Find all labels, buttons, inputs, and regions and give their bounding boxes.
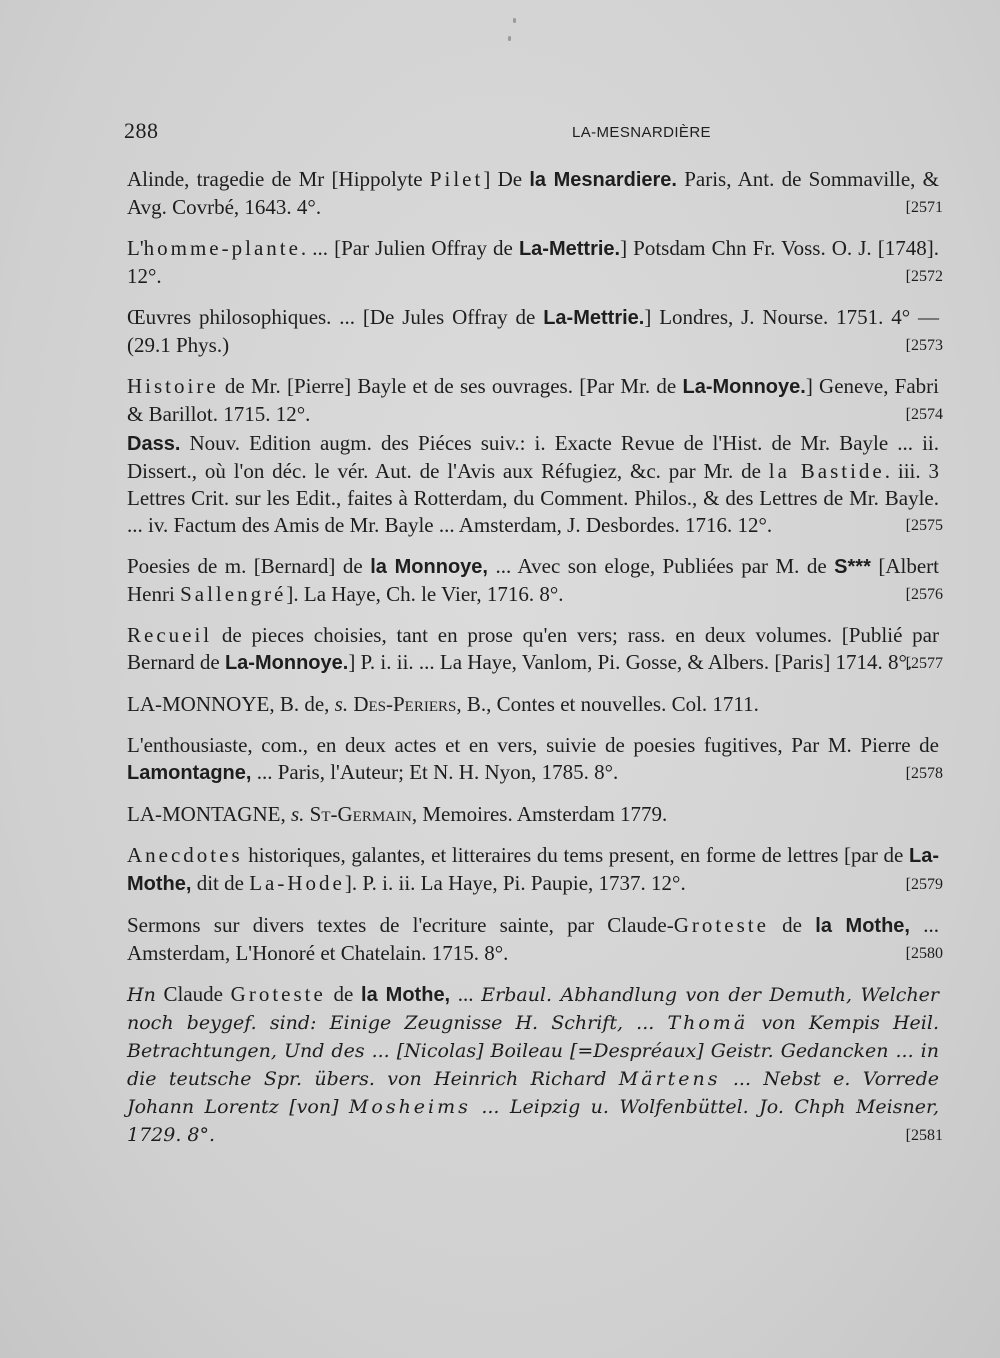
running-head: LA-MESNARDIÈRE	[572, 124, 711, 141]
entry-number: [2581	[905, 1127, 943, 1144]
bibliography-entry: Anecdotes historiques, galantes, et litteraires du tems present, en forme de lettres [par de La-Mothe, dit de La-Hode]. P. i. ii. La Haye, Pi. Paupie, 1737. 12°. [2579	[127, 842, 939, 898]
bibliography-entry: L'homme-plante. ... [Par Julien Offray de La-Mettrie.] Potsdam Chn Fr. Voss. O. J. [1748]. 12°. [2572	[127, 236, 943, 288]
entry-number: [2577	[905, 655, 943, 672]
bibliography-entries	[127, 166, 943, 1163]
bibliography-entry: Œuvres philosophiques. ... [De Jules Offray de La-Mettrie.] Londres, J. Nourse. 1751. 4° — (29.1 Phys.) [2573	[127, 305, 943, 357]
entry-number: [2580	[905, 945, 943, 962]
bibliography-entry: L'enthousiaste, com., en deux actes et en vers, suivie de poesies fugitives, Par M. Pierre de Lamontagne, ... Paris, l'Auteur; Et N. H. Nyon, 1785. 8°. [2578	[127, 732, 939, 787]
bibliography-entry-fraktur: Hn Claude Groteste de la Mothe, ... Erbaul. Abhandlung von der Demuth, Welcher noch beygef. sind: Einige Zeugnisse H. Schrift, ... Thomä von Kempis Heil. Betrachtungen, Und des ... [Nicolas] Boileau [=Despréaux] Geistr. Gedancken ... in die teutsche Spr. übers. von Heinrich Richard Märtens ... Nebst e. Vorrede Johann Lorentz [von] Mosheims ... Leipzig u. Wolfenbüttel. Jo. Chph Meisner, 1729. 8°. [2581	[127, 981, 939, 1149]
bibliography-entry: Recueil de pieces choisies, tant en prose qu'en vers; rass. en deux volumes. [Publié par Bernard de La-Monnoye.] P. i. ii. ... La Haye, Vanlom, Pi. Gosse, & Albers. [Paris] 1714. 8°. [2577	[127, 622, 939, 677]
bibliography-entry: Sermons sur divers textes de l'ecriture sainte, par Claude-Groteste de la Mothe, ... Amsterdam, L'Honoré et Chatelain. 1715. 8°. [2580	[127, 913, 943, 965]
page-number: 288	[124, 118, 159, 143]
entry-number: [2576	[905, 586, 943, 603]
entry-number: [2575	[905, 517, 943, 534]
entry-number: [2574	[905, 406, 943, 423]
cross-reference-entry: LA-MONTAGNE, s. St-Germain, Memoires. Amsterdam 1779.	[127, 802, 668, 826]
scan-speck	[513, 18, 516, 23]
scan-speck	[508, 36, 511, 41]
bibliography-entry: Alinde, tragedie de Mr [Hippolyte Pilet] De la Mesnardiere. Paris, Ant. de Sommaville, & Avg. Covrbé, 1643. 4°. [2571	[127, 167, 943, 219]
bibliography-entry: Poesies de m. [Bernard] de la Monnoye, ... Avec son eloge, Publiées par M. de S*** [Albert Henri Sallengré]. La Haye, Ch. le Vier, 1716. 8°. [2576	[127, 554, 943, 606]
entry-number: [2572	[905, 268, 943, 285]
entry-number: [2578	[905, 765, 943, 782]
bibliography-entry: Histoire de Mr. [Pierre] Bayle et de ses ouvrages. [Par Mr. de La-Monnoye.] Geneve, Fabri & Barillot. 1715. 12°. [2574	[127, 374, 943, 426]
bibliography-entry: Dass. Nouv. Edition augm. des Piéces suiv.: i. Exacte Revue de l'Hist. de Mr. Bayle ... ii. Dissert., où l'on déc. le vér. Aut. de l'Avis aux Réfugiez, &c. par Mr. de la Bastide. iii. 3 Lettres Crit. sur les Edit., faites à Rotterdam, du Comment. Philos., & des Lettres de Mr. Bayle. ... iv. Factum des Amis de Mr. Bayle ... Amsterdam, J. Desbordes. 1716. 12°. [2575	[127, 431, 943, 537]
entry-number: [2579	[905, 876, 943, 893]
page-header	[124, 118, 934, 150]
entry-number: [2571	[905, 199, 943, 216]
entry-number: [2573	[905, 337, 943, 354]
cross-reference-entry: LA-MONNOYE, B. de, s. Des-Periers, B., Contes et nouvelles. Col. 1711.	[127, 692, 759, 716]
